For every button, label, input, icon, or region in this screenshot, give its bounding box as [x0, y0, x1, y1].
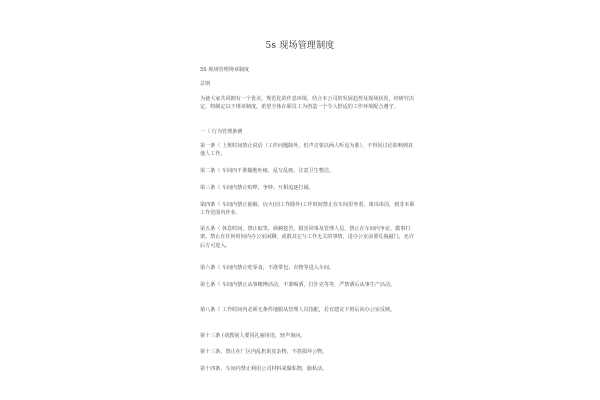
article-8: 第八条（ 工作时间内必须无条件地服从管理人员指配，若有建议下班后向办公室反映。 [200, 307, 396, 313]
section-heading: 总则 [200, 81, 211, 87]
article-5: 第五条（ 休息时间，禁止取笑、讽刺挖苦，损害同事及管理人员，禁止在车间内争论，做事打架，禁止在任何时间内办公室闲聊，或散其它与工作无关的事情，进办公室前要礼貌敲门，允许后方可进入。 [200, 226, 414, 249]
document-title: 5s 现场管理制度 [265, 41, 335, 51]
article-4: 第四条（ 车间内禁止抽烟、玩火(因工作除外)工作时间禁止在车间里坐着、离岗串岗，到非本职工作范围内作业。 [200, 202, 415, 217]
article-13b: 第十三条、禁止在厂区内乱扔果皮杂物，不准损坏公物。 [200, 349, 328, 355]
intro-paragraph: 为使大家共同拥有一个优美、规范化的作息环境，结合本公司的发展趋势及现场状况，经研究决定，特制定以下规章制度，希望全体在职员工为创造一个令人舒适的工作环境配合遵守。 [200, 96, 414, 111]
article-7: 第七条（ 车间内禁止从事赌博活动，不准喝酒，打扑克等等，严禁酒后从事生产活动。 [200, 282, 396, 288]
subheading: 一（ 行为管理条例 [200, 129, 243, 135]
document-subtitle: 5S 现场管理规章制度 [200, 67, 250, 73]
article-3: 第三条（ 车间内禁止喧哗、争吵、互相追逐打闹。 [200, 185, 314, 191]
article-2: 第二条（ 车间内不准随地吐痰、乱写乱画、注意卫生整洁。 [200, 168, 335, 174]
article-14: 第十四条、车间内禁止利用公司材料来做私物，偷私活。 [200, 366, 328, 372]
article-1: 第一条（ 上班时间禁止说话（工作问题除外，但声音要以两人听见为准），不得因讨论影响到其他人工作。 [200, 143, 414, 158]
article-6: 第六条（ 车间内禁止吃零食，不准带包、衣物等进入车间。 [200, 265, 335, 271]
article-13a: 第十三条 (请教别人要用礼貌用语，轻声询问。 [200, 333, 306, 339]
